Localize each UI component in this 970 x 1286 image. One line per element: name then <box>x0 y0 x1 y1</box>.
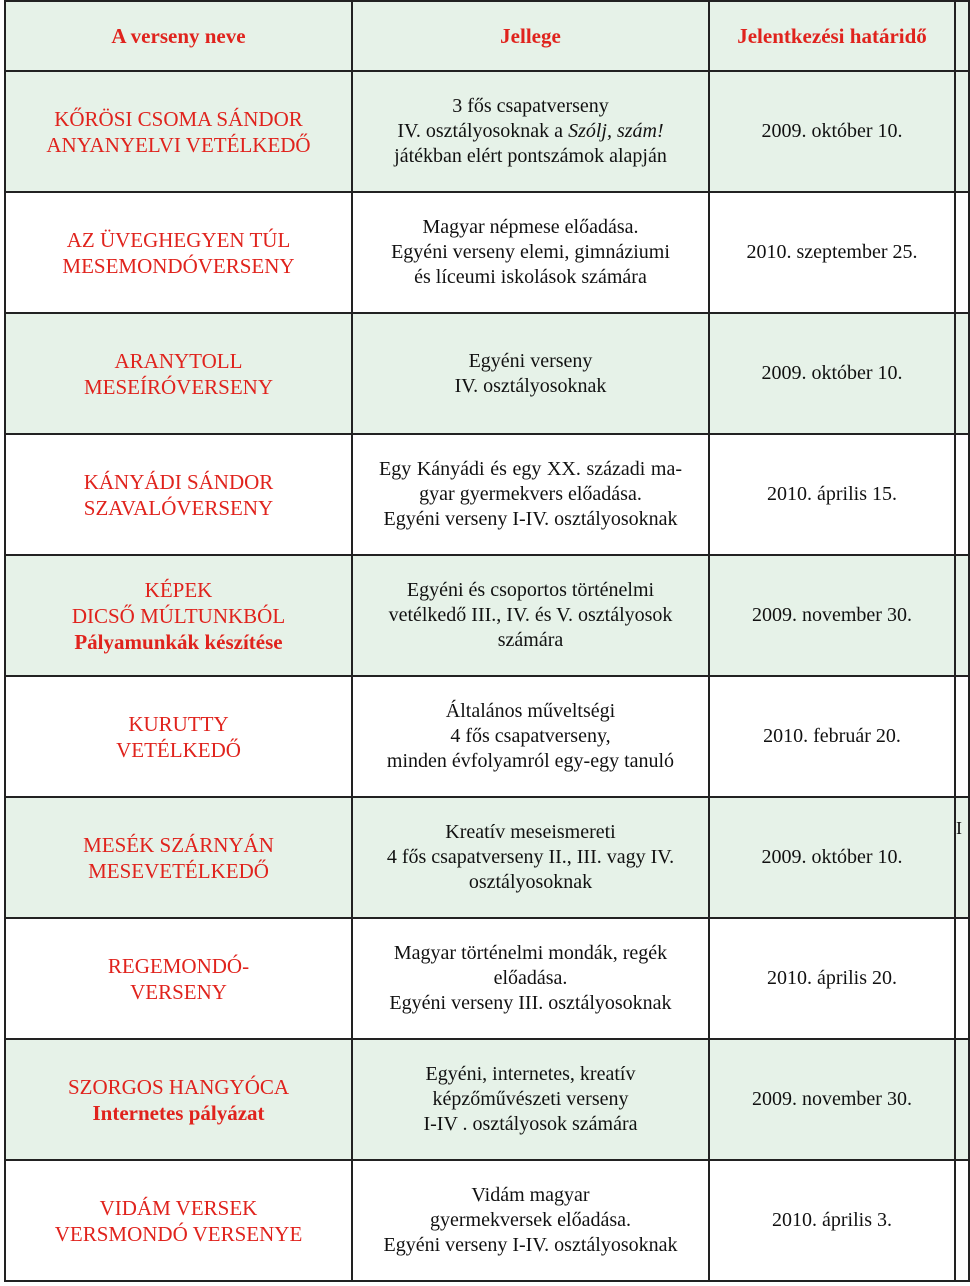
deadline-cell: 2010. szeptember 25. <box>709 192 955 313</box>
kind-line: Vidám magyar <box>471 1184 590 1206</box>
table-row <box>5 71 969 192</box>
name-line: KŐRÖSI CSOMA SÁNDOR <box>54 106 303 131</box>
kind-line: minden évfolyamról egy-egy tanuló <box>386 750 675 772</box>
kind-line: Egyéni verseny I-IV. osztályosoknak <box>383 1234 678 1256</box>
kind-line: játékban elért pontszámok alapján <box>394 145 667 167</box>
kind-line: Kreatív meseismereti <box>445 821 616 843</box>
kind-line: képzőművészeti verseny <box>432 1088 629 1110</box>
kind-line: 4 fős csapatverseny II., III. vagy IV. <box>386 846 675 868</box>
name-subtitle: Pályamunkák készítése <box>74 629 283 654</box>
deadline-cell: 2009. november 30. <box>709 555 955 676</box>
name-line: KÉPEK <box>144 577 213 602</box>
kind-line: Általános műveltségi <box>445 700 616 722</box>
competition-name <box>5 1160 352 1281</box>
name-line: MESEMONDÓVERSENY <box>62 253 295 278</box>
table-row <box>5 1039 969 1160</box>
extra-cell <box>955 555 969 676</box>
name-line: SZAVALÓVERSENY <box>83 495 274 520</box>
name-line: VERSENY <box>130 979 227 1004</box>
kind-line: Egyéni verseny III. osztályosoknak <box>389 992 672 1014</box>
kind-line <box>359 119 702 144</box>
deadline-cell: 2010. április 20. <box>709 918 955 1039</box>
kind-line: Egyéni verseny elemi, gimnáziumi <box>391 241 670 263</box>
kind-line: vetélkedő III., IV. és V. osztályosok <box>388 604 673 626</box>
competition-name <box>5 555 352 676</box>
table-header-row <box>5 1 969 71</box>
deadline-cell: 2009. október 10. <box>709 71 955 192</box>
competition-kind <box>352 1039 709 1160</box>
competition-kind <box>352 434 709 555</box>
competition-name <box>5 676 352 797</box>
competition-kind <box>352 676 709 797</box>
name-line: ARANYTOLL <box>114 348 243 373</box>
kind-line: osztályosoknak <box>468 871 593 893</box>
header-deadline: Jelentkezési határidő <box>709 1 955 71</box>
kind-line: gyar gyermekvers előadása. <box>419 483 642 505</box>
competition-kind <box>352 1160 709 1281</box>
extra-cell <box>955 434 969 555</box>
extra-cell <box>955 676 969 797</box>
table-row <box>5 555 969 676</box>
table-row <box>5 797 969 918</box>
name-line: VETÉLKEDŐ <box>116 737 241 762</box>
name-line: AZ ÜVEGHEGYEN TÚL <box>66 227 291 252</box>
kind-line: előadása. <box>493 967 568 989</box>
game-title: Szólj, szám! <box>568 120 664 142</box>
competition-kind <box>352 313 709 434</box>
table-row <box>5 918 969 1039</box>
name-line: MESEVETÉLKEDŐ <box>88 858 269 883</box>
deadline-cell: 2009. november 30. <box>709 1039 955 1160</box>
competition-table <box>4 0 970 1282</box>
table-row <box>5 676 969 797</box>
kind-line: és líceumi iskolások számára <box>414 266 647 288</box>
competition-name <box>5 313 352 434</box>
competition-kind <box>352 71 709 192</box>
kind-line: I-IV . osztályosok számára <box>423 1113 638 1135</box>
name-line: VERSMONDÓ VERSENYE <box>54 1221 303 1246</box>
competition-kind <box>352 797 709 918</box>
extra-cell <box>955 192 969 313</box>
extra-cell <box>955 1160 969 1281</box>
kind-line: Magyar történelmi mondák, regék <box>393 942 668 964</box>
competition-table-page <box>4 0 960 1286</box>
name-line: KÁNYÁDI SÁNDOR <box>83 469 274 494</box>
competition-name <box>5 918 352 1039</box>
extra-cell <box>955 918 969 1039</box>
name-line: KURUTTY <box>128 711 229 736</box>
competition-name <box>5 797 352 918</box>
extra-cell <box>955 1039 969 1160</box>
deadline-cell: 2010. április 15. <box>709 434 955 555</box>
competition-name <box>5 71 352 192</box>
header-extra-column <box>955 1 969 71</box>
competition-name <box>5 192 352 313</box>
competition-name <box>5 1039 352 1160</box>
kind-line: Egyéni és csoportos történelmi <box>406 579 655 601</box>
table-row <box>5 313 969 434</box>
kind-line-part: IV. osztályosoknak a <box>397 120 569 142</box>
kind-line: Egy Kányádi és egy XX. századi ma- <box>379 458 682 480</box>
competition-kind <box>352 192 709 313</box>
kind-line: Egyéni, internetes, kreatív <box>425 1063 636 1085</box>
name-line: SZORGOS HANGYÓCA <box>67 1074 290 1099</box>
name-line: DICSŐ MÚLTUNKBÓL <box>71 603 286 628</box>
competition-kind <box>352 918 709 1039</box>
kind-line: Egyéni verseny I-IV. osztályosoknak <box>383 508 678 530</box>
deadline-cell: 2010. április 3. <box>709 1160 955 1281</box>
edge-fragment: I <box>956 818 962 838</box>
kind-line: Magyar népmese előadása. <box>422 216 639 238</box>
kind-line: Egyéni verseny <box>468 349 593 372</box>
kind-line: számára <box>497 629 564 651</box>
table-row <box>5 1160 969 1281</box>
kind-line: gyermekversek előadása. <box>429 1209 631 1231</box>
extra-cell <box>955 797 969 918</box>
header-competition-name: A verseny neve <box>5 1 352 71</box>
kind-line: 3 fős csapatverseny <box>452 95 609 117</box>
name-line: VIDÁM VERSEK <box>99 1195 258 1220</box>
kind-line: IV. osztályosoknak <box>454 374 607 397</box>
table-row <box>5 434 969 555</box>
deadline-cell: 2010. február 20. <box>709 676 955 797</box>
deadline-cell: 2009. október 10. <box>709 313 955 434</box>
extra-cell <box>955 71 969 192</box>
table-row <box>5 192 969 313</box>
competition-kind <box>352 555 709 676</box>
header-competition-kind: Jellege <box>352 1 709 71</box>
competition-name <box>5 434 352 555</box>
name-subtitle: Internetes pályázat <box>92 1100 265 1125</box>
name-line: MESÉK SZÁRNYÁN <box>83 832 274 857</box>
name-line: ANYANYELVI VETÉLKEDŐ <box>46 132 311 157</box>
name-line: REGEMONDÓ- <box>107 953 250 978</box>
deadline-cell: 2009. október 10. <box>709 797 955 918</box>
name-line: MESEÍRÓVERSENY <box>83 374 273 399</box>
extra-cell <box>955 313 969 434</box>
kind-line: 4 fős csapatverseny, <box>450 725 611 747</box>
